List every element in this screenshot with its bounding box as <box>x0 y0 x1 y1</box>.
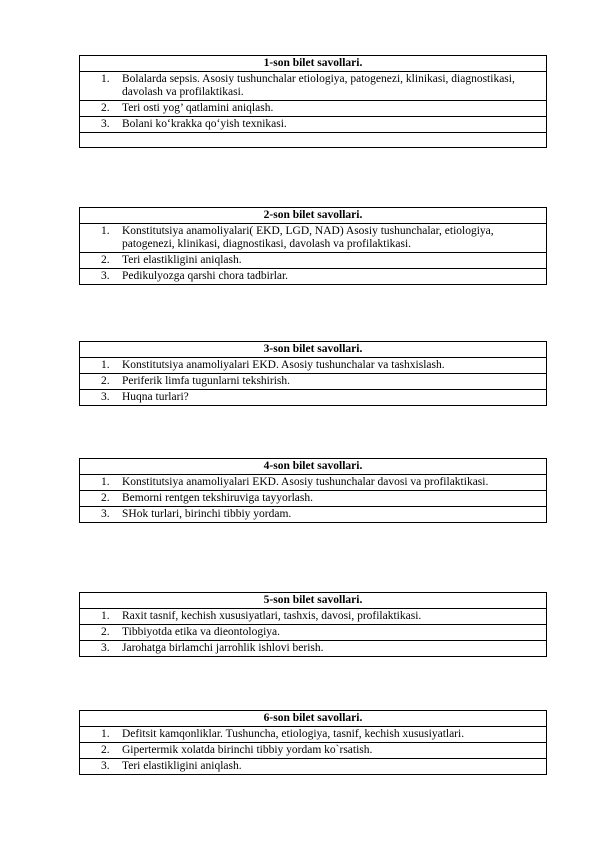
question-text: Bemorni rentgen tekshiruviga tayyorlash. <box>122 492 313 504</box>
question-number: 2. <box>101 254 110 266</box>
question-row <box>80 224 547 253</box>
ticket-4-table <box>79 458 547 523</box>
question-number: 1. <box>101 73 110 85</box>
question-row <box>80 609 547 625</box>
question-row <box>80 253 547 269</box>
question-row <box>80 390 547 406</box>
question-text: Teri elastikligini aniqlash. <box>122 254 242 266</box>
question-number: 2. <box>101 626 110 638</box>
question-number: 2. <box>101 744 110 756</box>
question-row <box>80 641 547 657</box>
ticket-title: 5-son bilet savollari. <box>80 593 547 609</box>
question-row <box>80 759 547 775</box>
question-number: 2. <box>101 375 110 387</box>
question-text: Teri osti yog’ qatlamini aniqlash. <box>122 102 274 114</box>
question-number: 3. <box>101 391 110 403</box>
question-text: Bolalarda sepsis. Asosiy tushunchalar etiologiya, patogenezi, klinikasi, diagnostikasi, davolash va profilaktikasi. <box>122 73 515 98</box>
ticket-3-table <box>79 341 547 406</box>
question-row <box>80 72 547 101</box>
question-text: Defitsit kamqonliklar. Tushuncha, etiologiya, tasnif, kechish xususiyatlari. <box>122 728 465 740</box>
question-row <box>80 117 547 133</box>
question-number: 3. <box>101 270 110 282</box>
question-row <box>80 475 547 491</box>
ticket-title: 3-son bilet savollari. <box>80 342 547 358</box>
ticket-title: 4-son bilet savollari. <box>80 459 547 475</box>
ticket-1-table <box>79 55 547 148</box>
question-row <box>80 374 547 390</box>
ticket-5-table <box>79 592 547 657</box>
question-row <box>80 727 547 743</box>
question-text: Teri elastikligini aniqlash. <box>122 760 242 772</box>
ticket-title: 6-son bilet savollari. <box>80 711 547 727</box>
question-row <box>80 491 547 507</box>
question-text: Pedikulyozga qarshi chora tadbirlar. <box>122 270 289 282</box>
question-text: Konstitutsiya anamoliyalari EKD. Asosiy tushunchalar va tashxislash. <box>122 359 445 371</box>
question-number: 1. <box>101 728 110 740</box>
question-row <box>80 101 547 117</box>
question-number: 3. <box>101 760 110 772</box>
question-text: Tibbiyotda etika va dieontologiya. <box>122 626 281 638</box>
question-number: 1. <box>101 476 110 488</box>
question-number: 2. <box>101 102 110 114</box>
question-text: Konstitutsiya anamoliyalari EKD. Asosiy tushunchalar davosi va profilaktikasi. <box>122 476 489 488</box>
question-number: 3. <box>101 118 110 130</box>
question-row <box>80 269 547 285</box>
ticket-title: 2-son bilet savollari. <box>80 208 547 224</box>
question-number: 3. <box>101 508 110 520</box>
question-row <box>80 507 547 523</box>
question-text: Bolani ko‘krakka qo‘yish texnikasi. <box>122 118 287 130</box>
question-number: 2. <box>101 492 110 504</box>
ticket-title: 1-son bilet savollari. <box>80 56 547 72</box>
question-text: Raxit tasnif, kechish xususiyatlari, tashxis, davosi, profilaktikasi. <box>122 610 422 622</box>
question-text: Periferik limfa tugunlarni tekshirish. <box>122 375 290 387</box>
ticket-2-table <box>79 207 547 285</box>
ticket-6-table <box>79 710 547 775</box>
question-text: Gipertermik xolatda birinchi tibbiy yordam ko`rsatish. <box>122 744 373 756</box>
question-number: 3. <box>101 642 110 654</box>
question-row <box>80 625 547 641</box>
question-number: 1. <box>101 225 110 237</box>
question-text: Huqna turlari? <box>122 391 189 403</box>
question-row <box>80 358 547 374</box>
question-row <box>80 743 547 759</box>
question-text: SHok turlari, birinchi tibbiy yordam. <box>122 508 292 520</box>
question-text: Konstitutsiya anamoliyalari( EKD, LGD, NAD) Asosiy tushunchalar, etiologiya, patogenezi, klinikasi, diagnostikasi, davolash va profilaktikasi. <box>122 225 494 250</box>
empty-row <box>80 133 547 148</box>
question-number: 1. <box>101 610 110 622</box>
question-text: Jarohatga birlamchi jarrohlik ishlovi berish. <box>122 642 324 654</box>
question-number: 1. <box>101 359 110 371</box>
